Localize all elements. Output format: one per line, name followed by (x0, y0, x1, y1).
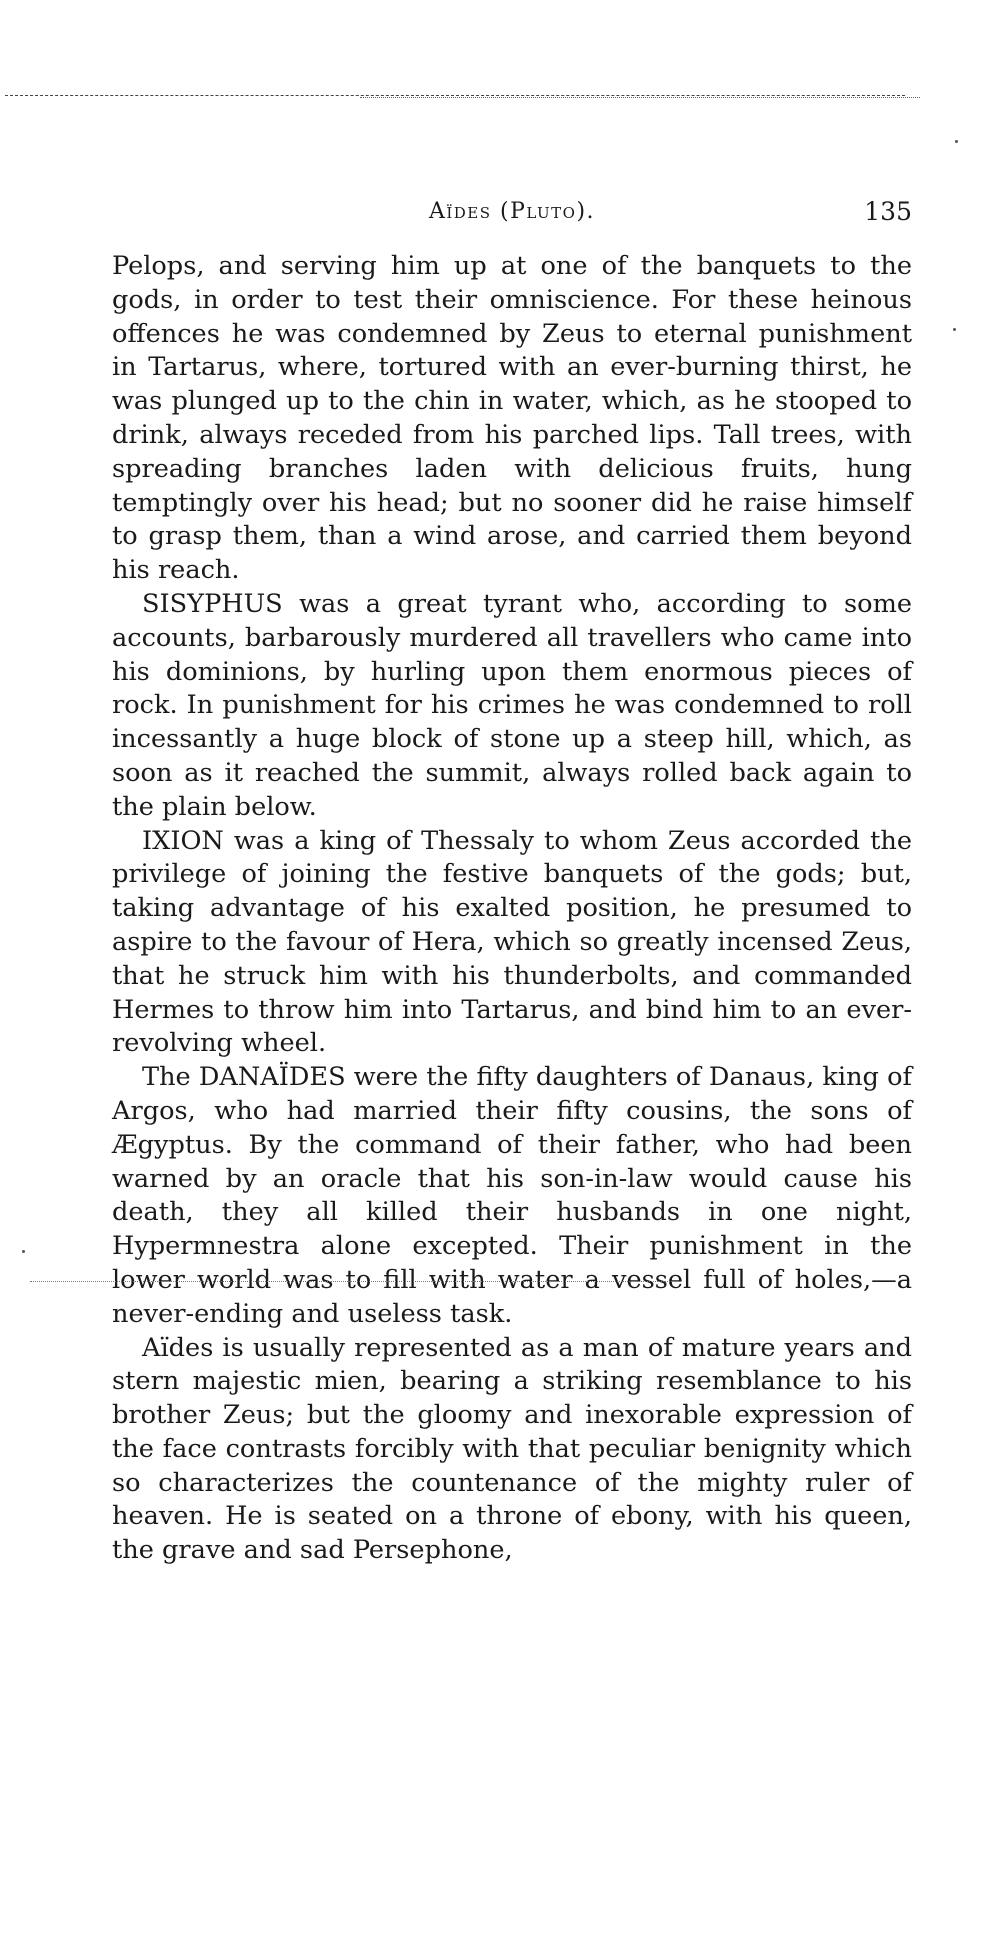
body-text (112, 250, 912, 1568)
running-head (112, 195, 912, 235)
scan-speck (22, 1250, 25, 1253)
paragraph-ixion: IXION was a king of Thessaly to whom Zeus accorded the privilege of joining the festive banquets of the gods; but, taking advantage of his exalted position, he presumed to aspire to the favour of Hera, which so greatly incensed Zeus, that he struck him with his thunderbolts, and commanded Hermes to throw him into Tartarus, and bind him to an ever-revolving wheel. (112, 825, 912, 1059)
running-title: Aïdes (Pluto). (428, 199, 596, 224)
page-number: 135 (864, 197, 912, 226)
scan-speck (955, 140, 958, 143)
scan-artifact-bottom-dots (30, 1281, 680, 1282)
scan-artifact-top-dots (360, 97, 920, 98)
paragraph-sisyphus: SISYPHUS was a great tyrant who, according to some accounts, barbarously murdered all travellers who came into his dominions, by hurling upon them enormous pieces of rock. In punishment for his crimes he was condemned to roll incessantly a huge block of stone up a steep hill, which, as soon as it reached the summit, always rolled back again to the plain below. (112, 588, 912, 822)
paragraph-aides-depiction: Aïdes is usually represented as a man of mature years and stern majestic mien, bearing a striking resemblance to his brother Zeus; but the gloomy and inexorable expression of the face contrasts forcibly with that peculiar benignity which so characterizes the countenance of the mighty ruler of heaven. He is seated on a throne of ebony, with his queen, the grave and sad Persephone, (112, 1332, 912, 1566)
paragraph-tantalus-continued: Pelops, and serving him up at one of the banquets to the gods, in order to test their omniscience. For these heinous offences he was condemned by Zeus to eternal punishment in Tartarus, where, tortured with an ever-burning thirst, he was plunged up to the chin in water, which, as he stooped to drink, always receded from his parched lips. Tall trees, with spreading branches laden with delicious fruits, hung temptingly over his head; but no sooner did he raise himself to grasp them, than a wind arose, and carried them beyond his reach. (112, 251, 912, 586)
scan-speck (953, 328, 956, 331)
paragraph-danaides: The DANAÏDES were the fifty daughters of Danaus, king of Argos, who had married their fifty cousins, the sons of Ægyptus. By the command of their father, who had been warned by an oracle that his son-in-law would cause his death, they all killed their husbands in one night, Hypermnestra alone excepted. Their punishment in the lower world was to fill with water a vessel full of holes,—a never-ending and useless task. (112, 1062, 912, 1329)
scan-artifact-top-line (5, 95, 905, 96)
